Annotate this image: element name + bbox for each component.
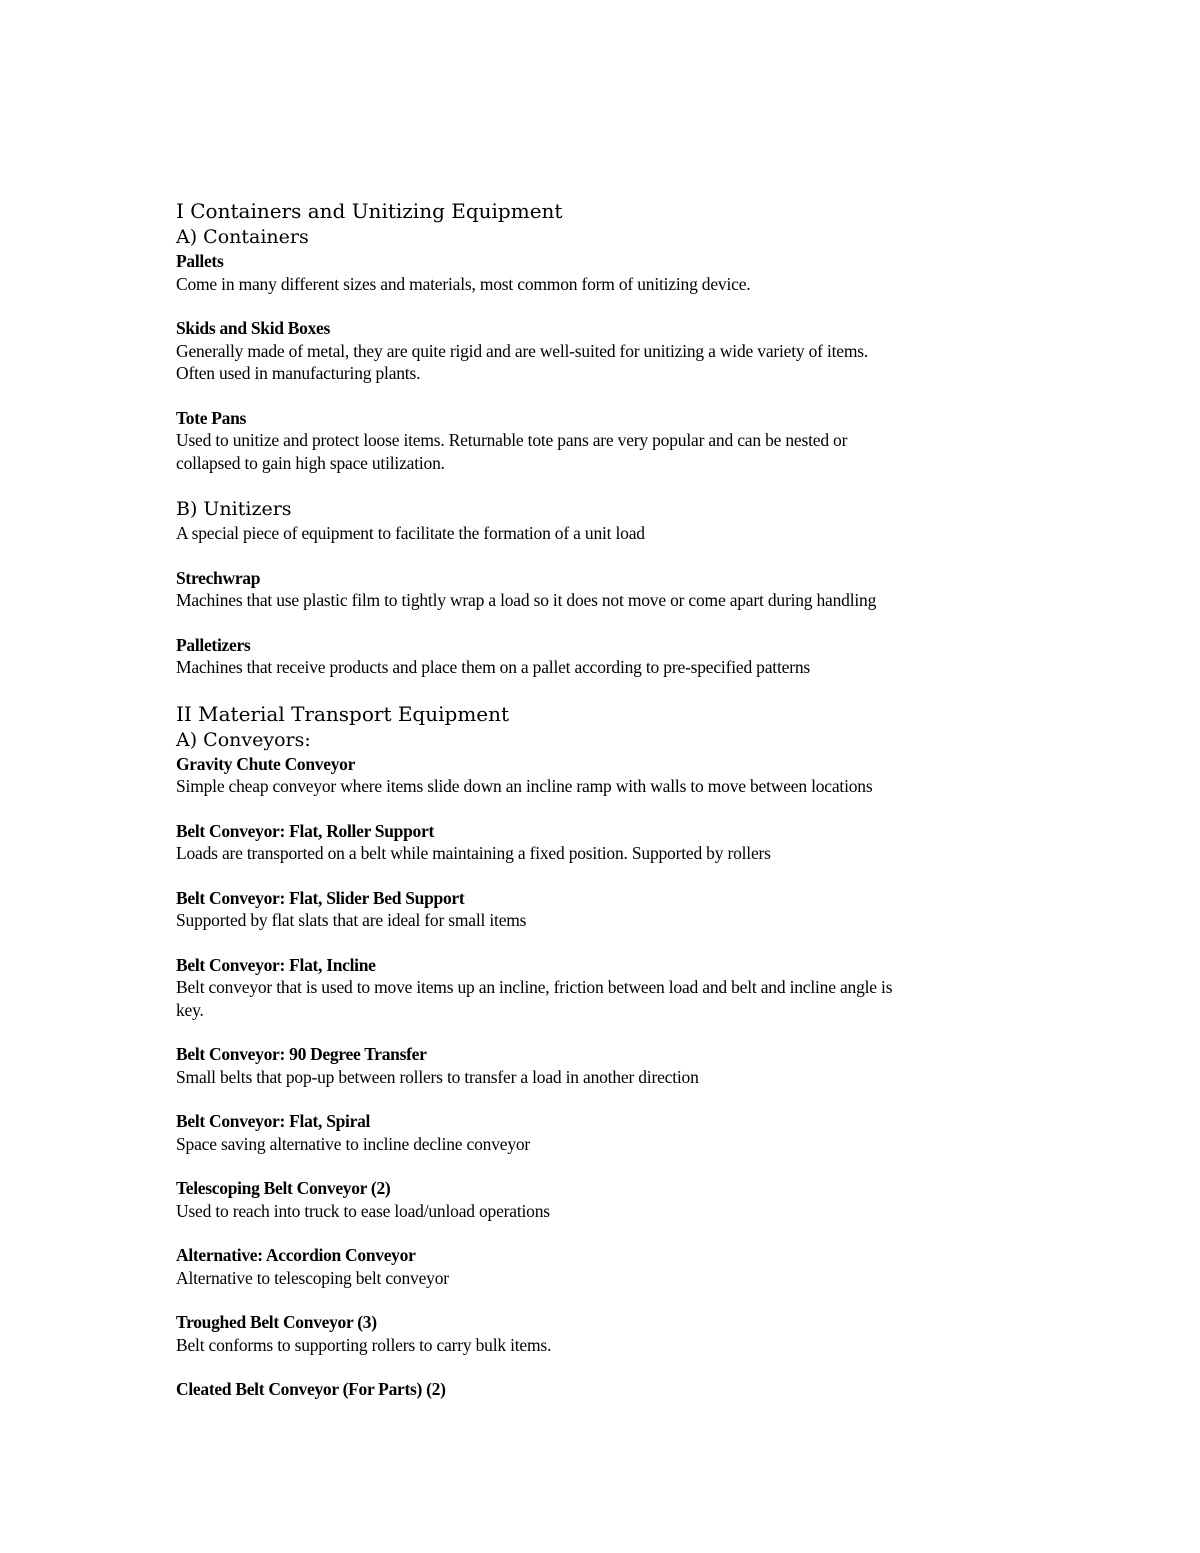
item-text: Machines that use plastic film to tightly wrap a load so it does not move or come apart during handling — [176, 590, 877, 610]
item-title: Troughed Belt Conveyor (3) — [176, 1312, 377, 1332]
section-heading: II Material Transport Equipment — [176, 701, 510, 726]
item-title: Gravity Chute Conveyor — [176, 753, 356, 774]
item-title: Skids and Skid Boxes — [176, 318, 331, 338]
item-text: Belt conforms to supporting rollers to carry bulk items. — [176, 1334, 552, 1355]
item-text: Come in many different sizes and materials, most common form of unitizing device. — [176, 273, 751, 294]
item-text: collapsed to gain high space utilization. — [176, 452, 445, 473]
item-title: Cleated Belt Conveyor (For Parts) (2) — [176, 1379, 446, 1399]
item-title: Alternative: Accordion Conveyor — [176, 1245, 416, 1265]
item-text: Often used in manufacturing plants. — [176, 363, 421, 383]
item-title: Belt Conveyor: 90 Degree Transfer — [176, 1044, 427, 1064]
item-text: Generally made of metal, they are quite rigid and are well-suited for unitizing a wide variety of items. — [176, 340, 869, 361]
item-text: Machines that receive products and place them on a pallet according to pre-specified patterns — [176, 657, 810, 677]
item-text: Belt conveyor that is used to move items up an incline, friction between load and belt and incline angle is — [176, 977, 893, 997]
item-title: Belt Conveyor: Flat, Incline — [176, 954, 376, 975]
item-title: Strechwrap — [176, 567, 261, 588]
item-text: Loads are transported on a belt while maintaining a fixed position. Supported by rollers — [176, 843, 771, 863]
item-title: Pallets — [176, 251, 224, 271]
item-title: Tote Pans — [176, 407, 247, 428]
document-body — [176, 198, 1026, 1401]
item-title: Belt Conveyor: Flat, Slider Bed Support — [176, 887, 465, 908]
item-text: Used to reach into truck to ease load/unload operations — [176, 1200, 550, 1221]
item-text: Small belts that pop-up between rollers to transfer a load in another direction — [176, 1066, 699, 1087]
subsection-heading: B) Unitizers — [176, 498, 292, 520]
subsection-heading: A) Containers — [176, 226, 309, 248]
item-title: Belt Conveyor: Flat, Roller Support — [176, 820, 434, 841]
item-text: Simple cheap conveyor where items slide down an incline ramp with walls to move between locations — [176, 776, 873, 796]
item-text: Alternative to telescoping belt conveyor — [176, 1267, 449, 1288]
subsection-heading: A) Conveyors: — [176, 728, 311, 751]
item-title: Telescoping Belt Conveyor (2) — [176, 1178, 391, 1198]
item-title: Belt Conveyor: Flat, Spiral — [176, 1111, 371, 1131]
item-text: Supported by flat slats that are ideal for small items — [176, 910, 527, 930]
item-text: Used to unitize and protect loose items. Returnable tote pans are very popular and can be nested or — [176, 430, 848, 450]
item-text: key. — [176, 999, 204, 1020]
item-title: Palletizers — [176, 634, 251, 655]
item-text: Space saving alternative to incline decline conveyor — [176, 1133, 531, 1154]
section-heading: I Containers and Unitizing Equipment — [176, 199, 563, 223]
subsection-intro: A special piece of equipment to facilitate the formation of a unit load — [176, 523, 645, 543]
